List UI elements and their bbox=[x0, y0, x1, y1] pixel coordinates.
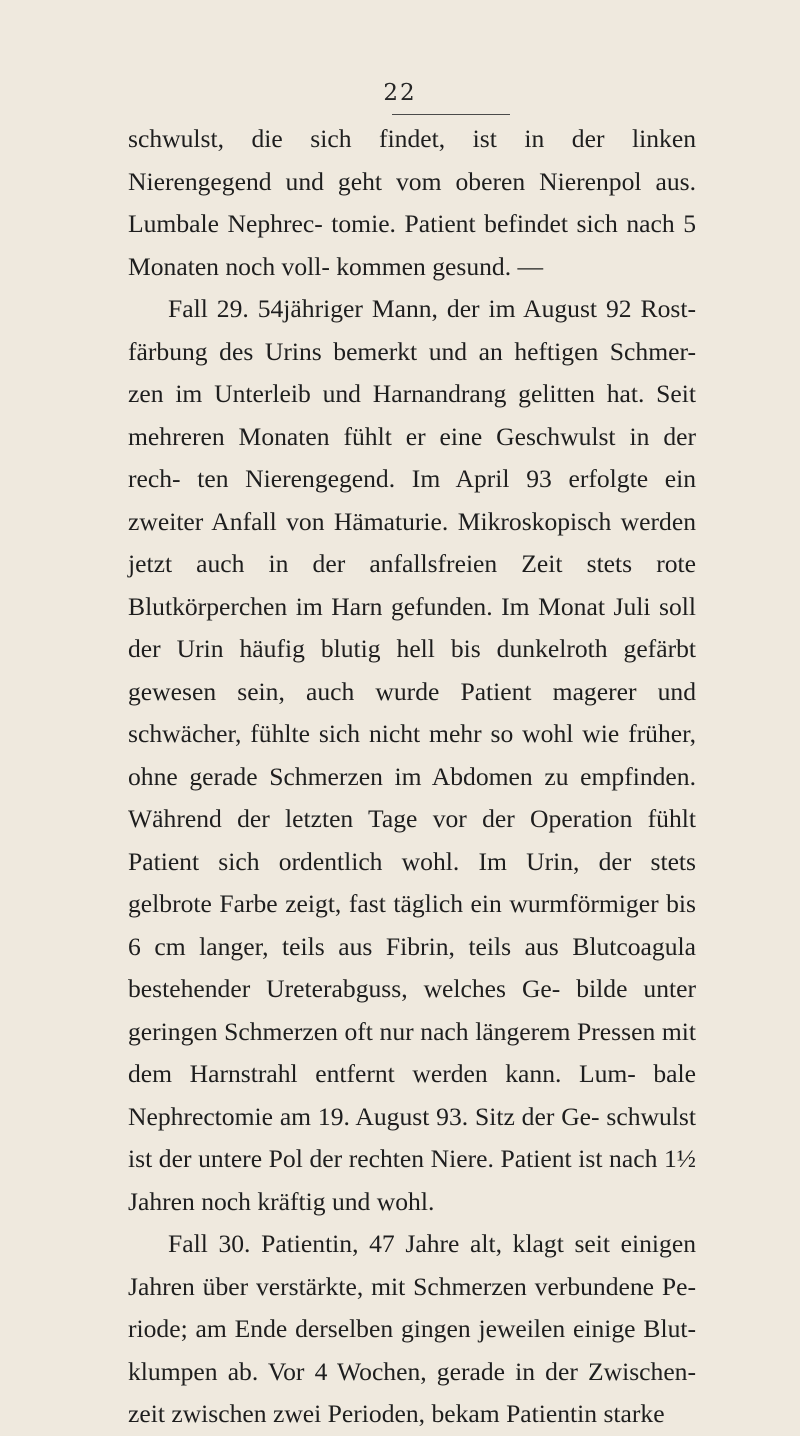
body-text bbox=[128, 118, 696, 1436]
paragraph-fall-30: Fall 30. Patientin, 47 Jahre alt, klagt seit einigen Jahren über verstärkte, mit Schmerzen verbundene Pe- riode; am Ende derselben gingen jeweilen einige Blut- klumpen ab. Vor 4 Wochen, gerade in der Zwischen- zeit zwischen zwei Perioden, bekam Patientin starke bbox=[128, 1229, 696, 1428]
paragraph-fall-29: Fall 29. 54jähriger Mann, der im August 92 Rost- färbung des Urins bemerkt und an heftigen Schmer- zen im Unterleib und Harnandrang gelitten hat. Seit mehreren Monaten fühlt er eine Geschwulst in der rech- ten Nierengegend. Im April 93 erfolgte ein zweiter Anfall von Hämaturie. Mikroskopisch werden jetzt auch in der anfallsfreien Zeit stets rote Blutkörperchen im Harn gefunden. Im Monat Juli soll der Urin häufig blutig hell bis dunkelroth gefärbt gewesen sein, auch wurde Patient magerer und schwächer, fühlte sich nicht mehr so wohl wie früher, ohne gerade Schmerzen im Abdomen zu empfinden. Während der letzten Tage vor der Operation fühlt Patient sich ordentlich wohl. Im Urin, der stets gelbrote Farbe zeigt, fast täglich ein wurmförmiger bis 6 cm langer, teils aus Fibrin, teils aus Blutcoagula bestehender Ureterabguss, welches Ge- bilde unter geringen Schmerzen oft nur nach längerem Pressen mit dem Harnstrahl entfernt werden kann. Lum- bale Nephrectomie am 19. August 93. Sitz der Ge- schwulst ist der untere Pol der rechten Niere. Patient ist nach 1½ Jahren noch kräftig und wohl. bbox=[128, 294, 696, 1216]
paragraph-continuation: schwulst, die sich findet, ist in der linken Nierengegend und geht vom oberen Nierenpol aus. Lumbale Nephrec- tomie. Patient befindet sich nach 5 Monaten noch voll- kommen gesund. — bbox=[128, 124, 696, 281]
page-number: 22 bbox=[383, 80, 417, 106]
header-rule bbox=[392, 114, 510, 115]
